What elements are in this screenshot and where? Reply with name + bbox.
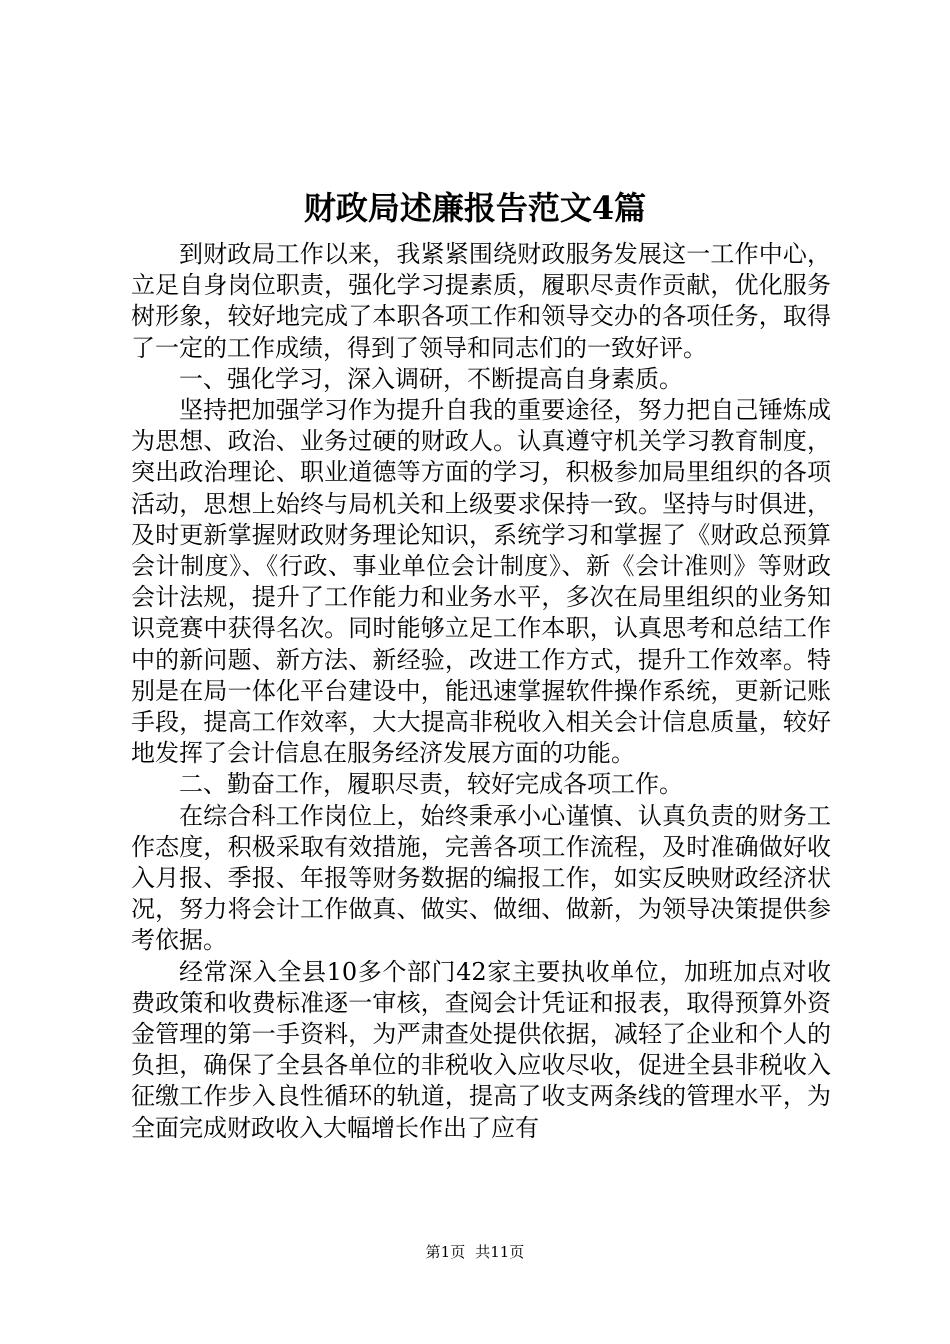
section-heading: 一、强化学习，深入调研，不断提高自身素质。 <box>179 364 683 393</box>
paragraph: 到财政局工作以来，我紧紧围绕财政服务发展这一工作中心，立足自身岗位职责，强化学习提素质，履职尽责作贡献，优化服务树形象，较好地完成了本职各项工作和领导交办的各项任务，取得了一定的工作成绩，得到了领导和同志们的一致好评。 <box>131 240 831 362</box>
page-number: 第1页 <box>425 1243 466 1261</box>
paragraph: 经常深入全县10多个部门42家主要执收单位，加班加点对收费政策和收费标准逐一审核，查阅会计凭证和报表，取得预算外资金管理的第一手资料，为严肃查处提供依据，减轻了企业和个人的负担，确保了全县各单位的非税收入应收尽收，促进全县非税收入征缴工作步入良性循环的轨道，提高了收支两条线的管理水平，为全面完成财政收入大幅增长作出了应有 <box>131 957 831 1142</box>
paragraph: 在综合科工作岗位上，始终秉承小心谨慎、认真负责的财务工作态度，积极采取有效措施，完善各项工作流程，及时准确做好收入月报、季报、年报等财务数据的编报工作，如实反映财政经济状况，努力将会计工作做真、做实、做细、做新，为领导决策提供参考依据。 <box>131 801 831 955</box>
document-title: 财政局述廉报告范文4篇 <box>303 189 647 227</box>
paragraph: 坚持把加强学习作为提升自我的重要途径，努力把自己锤炼成为思想、政治、业务过硬的财政人。认真遵守机关学习教育制度，突出政治理论、职业道德等方面的学习，积极参加局里组织的各项活动，思想上始终与局机关和上级要求保持一致。坚持与时俱进，及时更新掌握财政财务理论知识，系统学习和掌握了《财政总预算会计制度》、《行政、事业单位会计制度》、新《会计准则》等财政会计法规，提升了工作能力和业务水平，多次在局里组织的业务知识竞赛中获得名次。同时能够立足工作本职，认真思考和总结工作中的新问题、新方法、新经验，改进工作方式，提升工作效率。特别是在局一体化平台建设中，能迅速掌握软件操作系统，更新记账手段，提高工作效率，大大提高非税收入相关会计信息质量，较好地发挥了会计信息在服务经济发展方面的功能。 <box>131 396 831 768</box>
page-total: 共11页 <box>475 1243 525 1261</box>
page-footer <box>0 1242 950 1262</box>
document-body <box>131 239 831 1144</box>
section-heading: 二、勤奋工作，履职尽责，较好完成各项工作。 <box>179 770 683 799</box>
